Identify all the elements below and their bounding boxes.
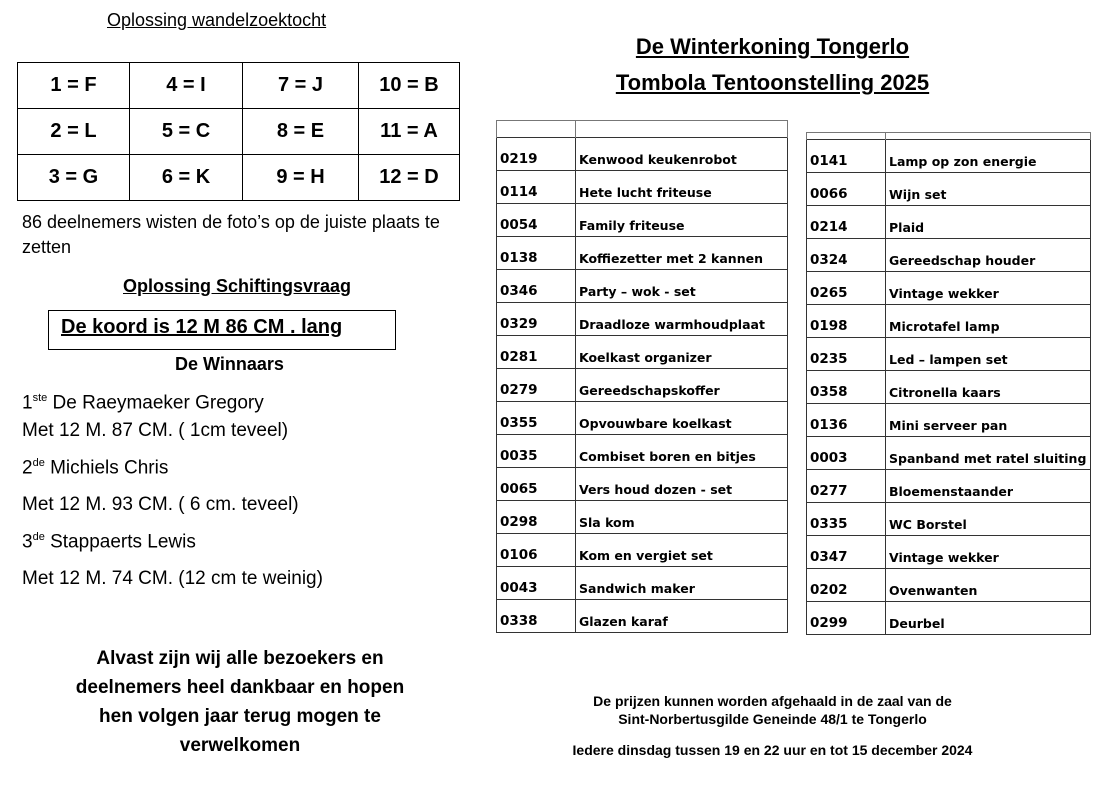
prize-row <box>807 338 1091 371</box>
closing-message: Alvast zijn wij alle bezoekers en deelnemers heel dankbaar en hopen hen volgen jaar terug mogen te verwelkomen <box>75 648 405 756</box>
prize-row <box>497 138 788 171</box>
prize-item: Opvouwbare koelkast <box>576 402 788 435</box>
prize-row <box>807 470 1091 503</box>
solution-grid <box>17 62 460 201</box>
prize-item: Mini serveer pan <box>886 404 1091 437</box>
winner-3-name: 3de Stappaerts Lewis <box>22 531 196 553</box>
prize-number: 0214 <box>807 206 886 239</box>
prize-row <box>807 437 1091 470</box>
prize-number: 0003 <box>807 437 886 470</box>
prize-item: Gereedschapskoffer <box>576 369 788 402</box>
prize-row <box>807 536 1091 569</box>
prize-row <box>807 239 1091 272</box>
prize-row <box>807 503 1091 536</box>
prize-row <box>497 303 788 336</box>
grid-cell: 4 = I <box>130 63 243 109</box>
prize-number: 0277 <box>807 470 886 503</box>
prize-number: 0347 <box>807 536 886 569</box>
prize-number: 0065 <box>497 468 576 501</box>
prize-row <box>497 402 788 435</box>
grid-cell: 8 = E <box>243 109 359 155</box>
prize-item: Vintage wekker <box>886 536 1091 569</box>
prize-item: Family friteuse <box>576 204 788 237</box>
prize-item: Kenwood keukenrobot <box>576 138 788 171</box>
footer-line-1: De prijzen kunnen worden afgehaald in de zaal van de <box>593 693 952 709</box>
prize-number: 0138 <box>497 237 576 270</box>
prize-item: Koelkast organizer <box>576 336 788 369</box>
prize-item: Vers houd dozen - set <box>576 468 788 501</box>
prize-number: 0198 <box>807 305 886 338</box>
prize-number: 0114 <box>497 171 576 204</box>
prize-item: Draadloze warmhoudplaat <box>576 303 788 336</box>
prize-number: 0299 <box>807 602 886 635</box>
prize-row <box>807 140 1091 173</box>
prize-row <box>497 534 788 567</box>
prize-item: Party – wok - set <box>576 270 788 303</box>
winner-3-detail: Met 12 M. 74 CM. (12 cm te weinig) <box>22 568 323 589</box>
prize-item: Wijn set <box>886 173 1091 206</box>
winner-2-name: 2de Michiels Chris <box>22 457 169 479</box>
prize-number: 0054 <box>497 204 576 237</box>
grid-cell: 9 = H <box>243 155 359 201</box>
tiebreak-title: Oplossing Schiftingsvraag <box>123 276 352 296</box>
prize-row <box>497 600 788 633</box>
prize-item: Sla kom <box>576 501 788 534</box>
prize-row <box>807 305 1091 338</box>
prize-number: 0281 <box>497 336 576 369</box>
prize-number: 0043 <box>497 567 576 600</box>
winners-title: De Winnaars <box>175 354 284 374</box>
footer-line-2: Sint-Norbertusgilde Geneinde 48/1 te Tongerlo <box>618 711 927 727</box>
prize-number: 0355 <box>497 402 576 435</box>
winner-1-detail: Met 12 M. 87 CM. ( 1cm teveel) <box>22 420 289 441</box>
prize-row <box>497 501 788 534</box>
prize-row <box>497 369 788 402</box>
event-title: De Winterkoning Tongerlo <box>635 34 910 59</box>
grid-cell: 3 = G <box>18 155 130 201</box>
prize-item: Gereedschap houder <box>886 239 1091 272</box>
prize-row <box>807 272 1091 305</box>
prize-item: Citronella kaars <box>886 371 1091 404</box>
prize-row <box>497 468 788 501</box>
event-subtitle: Tombola Tentoonstelling 2025 <box>615 70 930 95</box>
prize-item: Vintage wekker <box>886 272 1091 305</box>
prize-item: Microtafel lamp <box>886 305 1091 338</box>
grid-cell: 1 = F <box>18 63 130 109</box>
winner-2-detail: Met 12 M. 93 CM. ( 6 cm. teveel) <box>22 494 299 515</box>
prize-item: Hete lucht friteuse <box>576 171 788 204</box>
prize-number: 0346 <box>497 270 576 303</box>
prize-item: Bloemenstaander <box>886 470 1091 503</box>
prize-row <box>497 171 788 204</box>
grid-cell: 2 = L <box>18 109 130 155</box>
prize-item: Koffiezetter met 2 kannen <box>576 237 788 270</box>
prize-number: 0279 <box>497 369 576 402</box>
prize-number: 0202 <box>807 569 886 602</box>
solution-title: Oplossing wandelzoektocht <box>107 10 327 30</box>
prize-row <box>497 435 788 468</box>
prize-row <box>807 173 1091 206</box>
grid-cell: 5 = C <box>130 109 243 155</box>
prize-item: WC Borstel <box>886 503 1091 536</box>
winner-1-name: 1ste De Raeymaeker Gregory <box>22 392 264 414</box>
prize-item: Combiset boren en bitjes <box>576 435 788 468</box>
prize-number: 0338 <box>497 600 576 633</box>
grid-cell: 7 = J <box>243 63 359 109</box>
prize-number: 0329 <box>497 303 576 336</box>
prize-item: Deurbel <box>886 602 1091 635</box>
prize-number: 0066 <box>807 173 886 206</box>
prize-item: Spanband met ratel sluiting <box>886 437 1091 470</box>
grid-cell: 11 = A <box>359 109 460 155</box>
grid-cell: 10 = B <box>359 63 460 109</box>
prize-number: 0106 <box>497 534 576 567</box>
prize-item: Kom en vergiet set <box>576 534 788 567</box>
prize-row <box>807 569 1091 602</box>
prize-number: 0298 <box>497 501 576 534</box>
prize-item: Ovenwanten <box>886 569 1091 602</box>
prize-item: Plaid <box>886 206 1091 239</box>
prize-number: 0219 <box>497 138 576 171</box>
prize-row <box>497 270 788 303</box>
grid-cell: 12 = D <box>359 155 460 201</box>
prize-item: Lamp op zon energie <box>886 140 1091 173</box>
prize-item: Led – lampen set <box>886 338 1091 371</box>
prize-table-right <box>806 132 1091 635</box>
prize-number: 0035 <box>497 435 576 468</box>
prize-row <box>807 602 1091 635</box>
prize-row <box>807 404 1091 437</box>
prize-number: 0235 <box>807 338 886 371</box>
prize-row <box>497 204 788 237</box>
prize-item: Sandwich maker <box>576 567 788 600</box>
tiebreak-answer-box <box>48 310 396 350</box>
prize-number: 0265 <box>807 272 886 305</box>
footer-line-3: Iedere dinsdag tussen 19 en 22 uur en tot 15 december 2024 <box>572 742 973 758</box>
participants-text: 86 deelnemers wisten de foto’s op de juiste plaats te zetten <box>22 212 440 257</box>
prize-row <box>807 371 1091 404</box>
prize-item: Glazen karaf <box>576 600 788 633</box>
prize-number: 0358 <box>807 371 886 404</box>
prize-row <box>497 336 788 369</box>
prize-row <box>497 567 788 600</box>
prize-row <box>807 206 1091 239</box>
prize-table-left <box>496 120 788 633</box>
prize-number: 0136 <box>807 404 886 437</box>
tiebreak-answer: De koord is 12 M 86 CM . lang <box>61 316 343 338</box>
prize-row <box>497 237 788 270</box>
prize-number: 0324 <box>807 239 886 272</box>
prize-number: 0141 <box>807 140 886 173</box>
prize-number: 0335 <box>807 503 886 536</box>
grid-cell: 6 = K <box>130 155 243 201</box>
